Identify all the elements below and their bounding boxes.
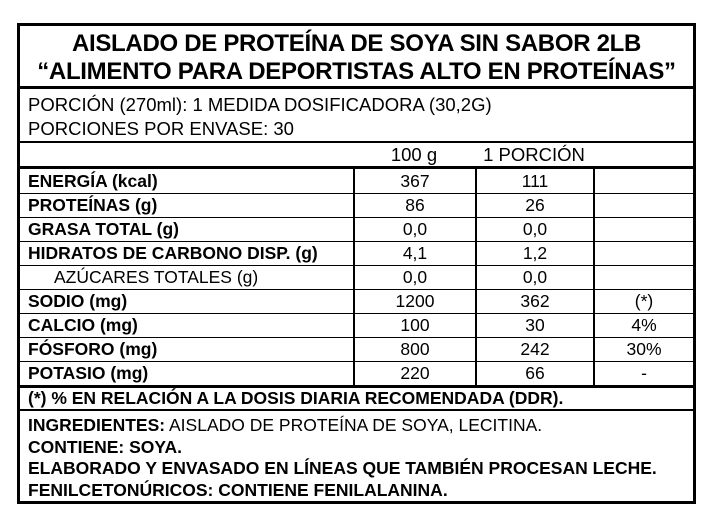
value-per-serving: 242 [475,338,593,361]
processing-line: ELABORADO Y ENVASADO EN LÍNEAS QUE TAMBIÉN PROCESAN LECHE. [28,458,657,478]
table-row-proteinas [20,193,693,217]
serving-size-line: PORCIÓN (270ml): 1 MEDIDA DOSIFICADORA (30,2G) [28,94,492,115]
nutrient-name: POTASIO (mg) [28,363,149,383]
value-per-100g: 100 [353,314,475,337]
value-per-serving: 0,0 [475,218,593,241]
value-ddr [593,218,693,241]
ingredients-value: AISLADO DE PROTEÍNA DE SOYA, LECITINA. [165,415,543,435]
ddr-footnote: (*) % EN RELACIÓN A LA DOSIS DIARIA RECOMENDADA (DDR). [20,385,693,411]
value-ddr: - [593,362,693,385]
table-row-sodio [20,289,693,313]
product-title-line1: AISLADO DE PROTEÍNA DE SOYA SIN SABOR 2LB [71,30,642,57]
value-per-100g: 0,0 [353,218,475,241]
value-per-100g: 4,1 [353,242,475,265]
table-row-azucares [20,265,693,289]
phenylketonurics-line: FENILCETONÚRICOS: CONTIENE FENILALANINA. [28,479,448,500]
value-per-serving: 0,0 [475,266,593,289]
value-ddr [593,169,693,193]
header-per-serving: 1 PORCIÓN [483,143,585,165]
value-per-serving: 362 [475,290,593,313]
value-per-100g: 800 [353,338,475,361]
value-per-100g: 86 [353,194,475,217]
nutrition-table [20,169,693,385]
product-title [20,26,693,89]
product-title-line2: “ALIMENTO PARA DEPORTISTAS ALTO EN PROTEÍNAS” [37,58,676,85]
value-per-100g: 220 [353,362,475,385]
value-ddr: 30% [593,338,693,361]
value-per-serving: 111 [475,169,593,193]
contains-line: CONTIENE: SOYA. [28,436,182,457]
ingredients-label: INGREDIENTES: [28,415,166,435]
value-ddr [593,194,693,217]
value-per-100g: 367 [353,169,475,193]
nutrient-name: GRASA TOTAL (g) [28,219,180,239]
table-row-potasio [20,361,693,385]
value-ddr: 4% [593,314,693,337]
value-ddr [593,242,693,265]
table-row-energia [20,169,693,193]
value-ddr [593,266,693,289]
nutrient-name: PROTEÍNAS (g) [28,195,158,215]
nutrient-name: ENERGÍA (kcal) [28,170,158,191]
value-per-100g: 1200 [353,290,475,313]
table-row-calcio [20,313,693,337]
table-header-row [20,143,693,169]
value-per-100g: 0,0 [353,266,475,289]
value-per-serving: 30 [475,314,593,337]
value-per-serving: 1,2 [475,242,593,265]
table-row-grasa-total [20,217,693,241]
nutrient-name: AZÚCARES TOTALES (g) [54,267,259,287]
nutrient-name: CALCIO (mg) [28,315,138,335]
value-ddr: (*) [593,290,693,313]
header-per-100g: 100 g [390,143,438,165]
servings-per-container-line: PORCIONES POR ENVASE: 30 [28,118,294,139]
ingredients-line [28,415,693,437]
nutrition-label [17,23,696,504]
ingredients-block [20,411,693,501]
value-per-serving: 26 [475,194,593,217]
value-per-serving: 66 [475,362,593,385]
nutrient-name: HIDRATOS DE CARBONO DISP. (g) [28,243,318,263]
nutrient-name: SODIO (mg) [28,291,128,311]
table-row-fosforo [20,337,693,361]
table-row-hidratos [20,241,693,265]
nutrient-name: FÓSFORO (mg) [28,339,158,359]
serving-info [20,89,693,143]
